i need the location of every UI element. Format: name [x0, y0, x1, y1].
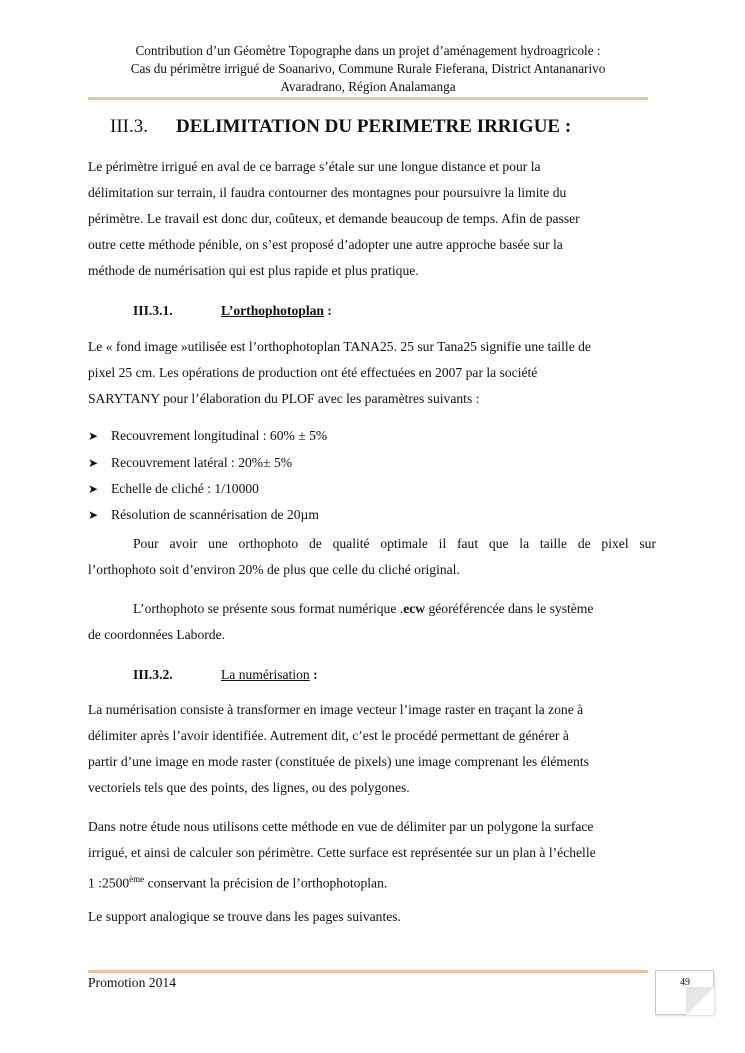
subsection-heading-2 [133, 667, 318, 683]
arrow-bullet-icon: ➤ [88, 482, 99, 496]
quality-line-2: l’orthophoto soit d’environ 20% de plus que celle du cliché original. [88, 562, 460, 577]
numerisation-line-2: délimiter après l’avoir identifiée. Autrement dit, c’est le procédé permettant de générer à [88, 728, 569, 743]
intro-line-1: Le périmètre irrigué en aval de ce barrage s’étale sur une longue distance et pour la [88, 159, 541, 174]
header-line-2: Cas du périmètre irrigué de Soanarivo, Commune Rurale Fieferana, District Antananarivo [130, 61, 606, 76]
format-line-1: L’orthophoto se présente sous format numérique .ecw géoréférencée dans le système [133, 601, 594, 616]
format-extension: ecw [403, 601, 426, 616]
numerisation-line-3: partir d’une image en mode raster (constituée de pixels) une image comprenant les éléments [88, 754, 589, 769]
numerisation-line-4: vectoriels tels que des points, des lignes, ou des polygones. [88, 780, 410, 795]
section-heading [110, 116, 571, 138]
support-paragraph: Le support analogique se trouve dans les pages suivantes. [88, 909, 401, 924]
ortho-line-2: pixel 25 cm. Les opérations de production ont été effectuées en 2007 par la société [88, 365, 538, 380]
footer-promotion: Promotion 2014 [88, 975, 176, 990]
arrow-bullet-icon: ➤ [88, 429, 99, 443]
quality-line-1: Pour avoir une orthophoto de qualité optimale il faut que la taille de pixel sur [133, 536, 656, 551]
intro-line-4: outre cette méthode pénible, on s’est proposé d’adopter une autre approche basée sur la [88, 237, 563, 252]
format-line-2: de coordonnées Laborde. [88, 627, 226, 642]
subsection-title-1: L’orthophotoplan [221, 303, 324, 318]
arrow-bullet-icon: ➤ [88, 508, 99, 522]
intro-line-3: périmètre. Le travail est donc dur, coûteux, et demande beaucoup de temps. Afin de passer [88, 211, 580, 226]
subsection-suffix-1: : [324, 303, 332, 318]
list-item: ➤ Résolution de scannérisation de 20µm [88, 507, 319, 522]
list-item: ➤ Recouvrement longitudinal : 60% ± 5% [88, 428, 328, 443]
header-rule [88, 97, 648, 100]
list-item: ➤ Echelle de cliché : 1/10000 [88, 481, 259, 496]
page-number: 49 [680, 977, 690, 988]
etude-line-2: irrigué, et ainsi de calculer son périmètre. Cette surface est représentée sur un plan à l’échelle [88, 845, 596, 860]
footer-rule [88, 970, 648, 973]
arrow-bullet-icon: ➤ [88, 456, 99, 470]
header-line-1: Contribution d’un Géomètre Topographe dans un projet d’aménagement hydroagricole : [135, 43, 601, 58]
page-number-box [655, 970, 714, 1015]
subsection-number-1: III.3.1. [133, 303, 173, 318]
numerisation-line-1: La numérisation consiste à transformer en image vecteur l’image raster en traçant la zone à [88, 702, 584, 717]
page-fold-icon [686, 987, 714, 1015]
ortho-line-3: SARYTANY pour l’élaboration du PLOF avec les paramètres suivants : [88, 391, 480, 406]
section-title: DELIMITATION DU PERIMETRE IRRIGUE : [176, 116, 572, 137]
subsection-number-2: III.3.2. [133, 667, 173, 682]
subsection-title-2: La numérisation [221, 667, 310, 682]
etude-line-1: Dans notre étude nous utilisons cette méthode en vue de délimiter par un polygone la surface [88, 819, 594, 834]
intro-line-5: méthode de numérisation qui est plus rapide et plus pratique. [88, 263, 419, 278]
subsection-heading-1 [133, 303, 332, 319]
ortho-line-1: Le « fond image »utilisée est l’orthophotoplan TANA25. 25 sur Tana25 signifie une taille de [88, 339, 591, 354]
page-header [88, 42, 648, 96]
list-item: ➤ Recouvrement latéral : 20%± 5% [88, 455, 293, 470]
section-number: III.3. [110, 116, 148, 137]
etude-line-3: 1 :2500ème conservant la précision de l’orthophotoplan. [88, 874, 388, 891]
header-line-3: Avaradrano, Région Analamanga [280, 79, 456, 94]
intro-line-2: délimitation sur terrain, il faudra contourner des montagnes pour poursuivre la limite du [88, 185, 567, 200]
subsection-suffix-2: : [309, 667, 318, 682]
